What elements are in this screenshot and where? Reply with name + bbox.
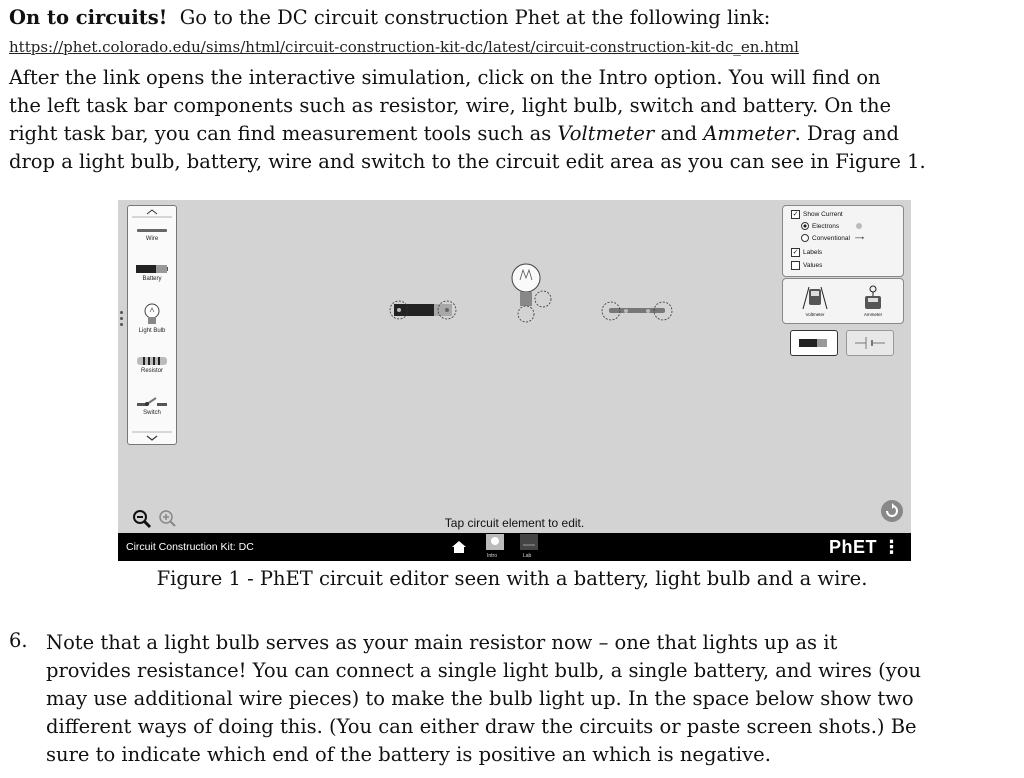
schematic-view-button[interactable]: [846, 330, 894, 356]
palette-wire-label: Wire: [145, 236, 159, 242]
sim-title: Circuit Construction Kit: DC: [126, 541, 254, 553]
instructions-line-3a: right task bar, you can find measurement tools such as: [9, 122, 558, 145]
phet-link[interactable]: https://phet.colorado.edu/sims/html/circuit-construction-kit-dc/latest/circuit-construction-kit-dc_en.html: [9, 38, 799, 56]
palette-light-bulb-label: Light Bulb: [138, 328, 166, 334]
battery-element[interactable]: [390, 301, 456, 319]
instructions-line-1: After the link opens the interactive simulation, click on the Intro option. You will find on: [9, 66, 881, 89]
question-6-line-1: Note that a light bulb serves as your main resistor now – one that lights up as it: [46, 631, 838, 654]
voltmeter-tool[interactable]: [795, 283, 835, 317]
show-current-checkbox[interactable]: [791, 210, 843, 219]
radio-selected-icon: [801, 222, 809, 230]
phet-logo[interactable]: [829, 537, 901, 558]
phet-logo-text: PhET: [828, 537, 877, 557]
wire-element[interactable]: [602, 302, 672, 320]
arrow-right-icon: ⟶: [852, 235, 865, 242]
intro-screen-label: Intro: [487, 553, 498, 559]
palette-resistor-label: Resistor: [140, 368, 163, 374]
instructions-line-3c: . Drag and: [794, 122, 899, 145]
conventional-label: Conventional: [812, 234, 850, 242]
question-6-line-4: different ways of doing this. (You can either draw the circuits or paste screen shots.) Be: [46, 715, 917, 738]
show-current-label: Show Current: [803, 211, 843, 218]
instructions-line-3b: and: [654, 122, 704, 145]
instructions-line-4: drop a light bulb, battery, wire and switch to the circuit edit area as you can see in Figure 1.: [9, 150, 926, 173]
question-6-line-2: provides resistance! You can connect a single light bulb, a single battery, and wires (you: [46, 659, 922, 682]
empty-checkbox-icon: [791, 261, 800, 270]
electron-icon: [856, 223, 862, 229]
home-icon[interactable]: [451, 540, 467, 554]
labels-checkbox[interactable]: [791, 248, 822, 257]
palette-switch-label: Switch: [143, 410, 161, 416]
light-bulb-element[interactable]: [512, 264, 551, 322]
intro-screen-icon: [486, 534, 504, 550]
display-options-panel: [782, 205, 904, 277]
question-6-text: [46, 629, 1016, 769]
intro-line: [9, 4, 1019, 32]
instructions-line-3: [9, 120, 1019, 148]
ammeter-label: Ammeter: [863, 312, 883, 317]
ammeter-icon: [853, 283, 893, 311]
palette-battery-label: Battery: [142, 276, 162, 282]
measurement-tools-panel: [782, 278, 904, 324]
navigation-bar: [118, 533, 911, 561]
ammeter-term: Ammeter: [703, 122, 795, 145]
labels-label: Labels: [803, 249, 823, 256]
menu-icon[interactable]: ⋮: [882, 537, 901, 557]
conventional-radio[interactable]: [801, 234, 864, 242]
lifelike-view-button[interactable]: [790, 330, 838, 356]
instructions-line-2: the left task bar components such as resistor, wire, light bulb, switch and battery. On the: [9, 94, 892, 117]
status-message: Tap circuit element to edit.: [444, 516, 585, 530]
instructions-paragraph: [9, 64, 1019, 176]
question-6-line-5: sure to indicate which end of the battery is positive an which is negative.: [46, 743, 771, 766]
intro-heading: On to circuits!: [9, 6, 168, 29]
electrons-label: Electrons: [812, 222, 840, 230]
figure-caption: Figure 1 - PhET circuit editor seen with a battery, light bulb and a wire.: [156, 567, 868, 590]
electrons-radio[interactable]: [801, 222, 862, 230]
values-checkbox[interactable]: [791, 261, 822, 270]
battery-view-icon: [791, 331, 837, 355]
screen-intro-button[interactable]: [484, 534, 506, 560]
phet-simulation-screenshot: [118, 200, 911, 561]
voltmeter-term: Voltmeter: [557, 122, 655, 145]
intro-text: Go to the DC circuit construction Phet at the following link:: [179, 6, 771, 29]
radio-icon: [801, 234, 809, 242]
question-number: 6.: [9, 629, 28, 652]
voltmeter-icon: [795, 283, 835, 311]
lab-screen-label: Lab: [523, 553, 532, 559]
lab-screen-icon: [520, 534, 538, 550]
screen-lab-button[interactable]: [518, 534, 540, 560]
values-label: Values: [803, 262, 823, 269]
voltmeter-label: Voltmeter: [805, 312, 825, 317]
check-icon: ✓: [792, 211, 799, 218]
check-icon: ✓: [792, 249, 799, 256]
ammeter-tool[interactable]: [853, 283, 893, 317]
question-6-line-3: may use additional wire pieces) to make the bulb light up. In the space below show two: [46, 687, 914, 710]
schematic-battery-icon: [847, 331, 893, 355]
